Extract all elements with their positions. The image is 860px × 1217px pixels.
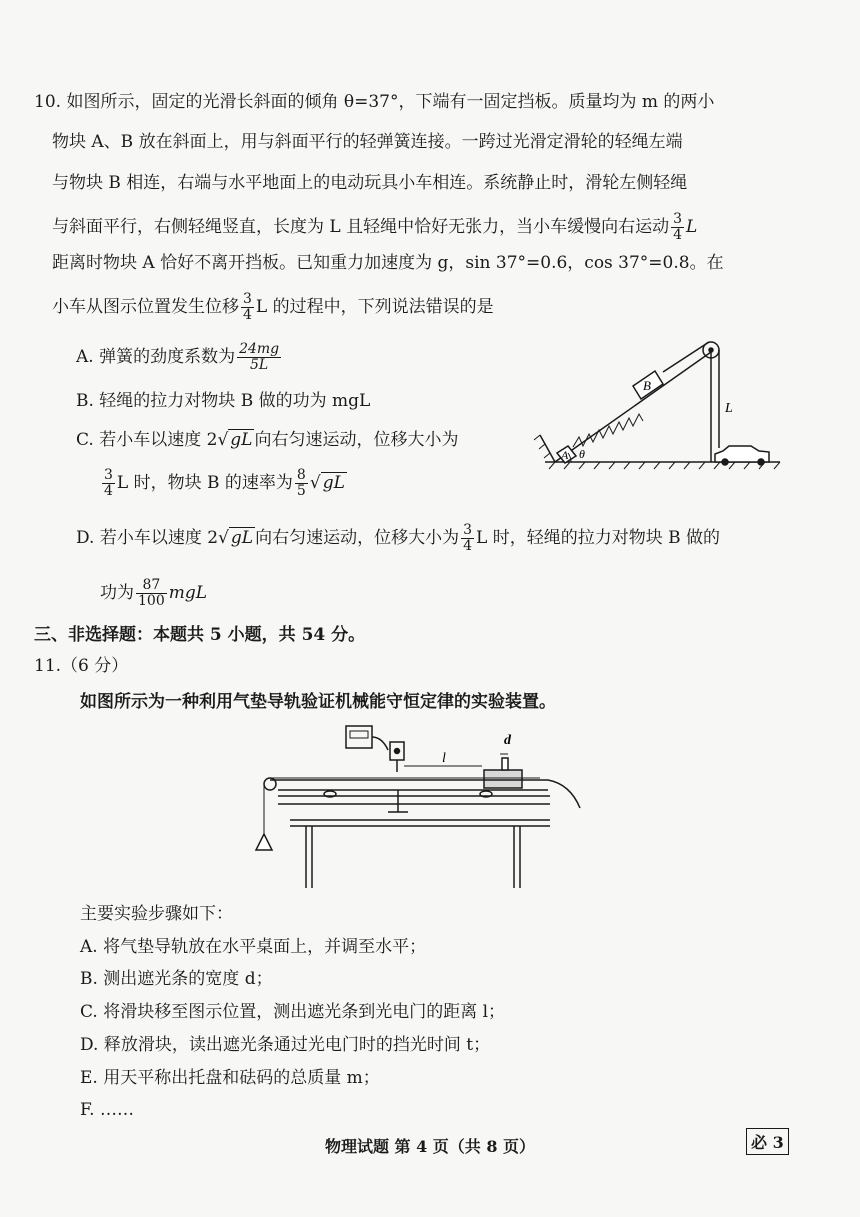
fraction-87-100: $\frac{87}{100}$	[138, 577, 165, 609]
light-shield	[502, 758, 508, 770]
q10-option-c	[76, 428, 458, 452]
step-f: F. ……	[80, 1100, 134, 1120]
air-hose	[548, 780, 580, 808]
sqrt-gL: √ gL	[218, 528, 254, 548]
label-l: l	[442, 751, 446, 766]
tray	[256, 834, 272, 850]
fraction-3-4: $\frac{3}{4}$	[243, 291, 252, 323]
fraction-3-4: $\frac{3}{4}$	[463, 522, 472, 554]
section-3-heading: 三、非选择题：本题共 5 小题，共 54 分。	[34, 625, 366, 645]
q10-line-4	[52, 212, 697, 243]
timer-display	[350, 731, 368, 738]
fraction-3-4: $\frac{3}{4}$	[104, 467, 113, 499]
q10-line-6-tail: L 的过程中，下列说法错误的是	[255, 297, 494, 317]
q10-line-6-text: 小车从图示位置发生位移	[52, 297, 239, 317]
option-d-text: D. 若小车以速度 2	[76, 528, 219, 548]
incline-surface	[555, 352, 711, 462]
air-track-figure	[250, 722, 590, 890]
q10-option-a	[76, 342, 283, 373]
q10-line-1: 10. 如图所示，固定的光滑长斜面的倾角 θ=37°，下端有一固定挡板。质量均为 m 的两小	[34, 92, 715, 112]
option-c-tail: 向右匀速运动，位移大小为	[254, 430, 459, 450]
q11-heading: 11.（6 分）	[34, 656, 129, 676]
slider-block	[484, 770, 522, 788]
q10-option-d-line-2	[100, 578, 207, 609]
option-d-tail: L 时，轻绳的拉力对物块 B 做的	[476, 528, 720, 548]
page-footer: 物理试题 第 4 页（共 8 页）	[324, 1137, 536, 1156]
label-d: d	[504, 733, 511, 748]
q10-option-b: B. 轻绳的拉力对物块 B 做的功为 mgL	[76, 391, 371, 411]
option-d-mid: 向右匀速运动，位移大小为	[255, 528, 460, 548]
step-e: E. 用天平称出托盘和砝码的总质量 m；	[80, 1068, 380, 1088]
incline-figure	[515, 330, 785, 475]
q10-option-c-line-2	[100, 468, 347, 499]
option-a-text: A. 弹簧的劲度系数为	[76, 347, 236, 367]
fraction-3-4: $\frac{3}{4}$	[673, 211, 683, 243]
q10-line-2: 物块 A、B 放在斜面上，用与斜面平行的轻弹簧连接。一跨过光滑定滑轮的轻绳左端	[52, 132, 683, 152]
fraction-24mg-5L: $\frac{24mg}{5L}$	[239, 341, 280, 373]
step-c: C. 将滑块移至图示位置，测出遮光条到光电门的距离 l；	[80, 1002, 506, 1022]
sqrt-gL: √ gL	[217, 430, 253, 450]
sqrt-gL: √ gL	[309, 473, 345, 493]
label-a: A	[561, 448, 569, 462]
q10-option-d	[76, 523, 720, 554]
q10-line-3: 与物块 B 相连，右端与水平地面上的电动玩具小车相连。系统静止时，滑轮左侧轻绳	[52, 173, 688, 193]
label-L: L	[725, 401, 733, 416]
option-c-mid: L 时，物块 B 的速率为	[116, 473, 293, 493]
q10-line-6	[52, 292, 494, 323]
option-c-text: C. 若小车以速度 2	[76, 430, 218, 450]
option-d-mgL: mgL	[168, 583, 208, 603]
q11-intro: 如图所示为一种利用气垫导轨验证机械能守恒定律的实验装置。	[80, 692, 556, 712]
step-b: B. 测出遮光条的宽度 d；	[80, 969, 273, 989]
steps-title: 主要实验步骤如下：	[80, 904, 233, 924]
q10-line-4-text: 与斜面平行，右侧轻绳竖直，长度为 L 且轻绳中恰好无张力，当小车缓慢向右运动	[52, 217, 670, 237]
subject-badge: 必 3	[746, 1128, 789, 1155]
q10-line-5: 距离时物块 A 恰好不离开挡板。已知重力加速度为 g，sin 37°=0.6，cos 37°=0.8。在	[52, 253, 724, 273]
fraction-8-5: $\frac{8}{5}$	[296, 467, 306, 499]
timer-cable	[372, 737, 388, 750]
ground-hatching	[549, 462, 780, 469]
label-theta: θ	[579, 447, 585, 461]
q10-line-4-L: L	[686, 217, 698, 237]
step-a: A. 将气垫导轨放在水平桌面上，并调至水平；	[80, 937, 427, 957]
label-b: B	[643, 378, 651, 393]
step-d: D. 释放滑块，读出遮光条通过光电门时的挡光时间 t；	[80, 1035, 491, 1055]
stopper-plate	[540, 435, 555, 462]
rope-left	[663, 342, 709, 372]
option-d-work-label: 功为	[100, 583, 134, 603]
